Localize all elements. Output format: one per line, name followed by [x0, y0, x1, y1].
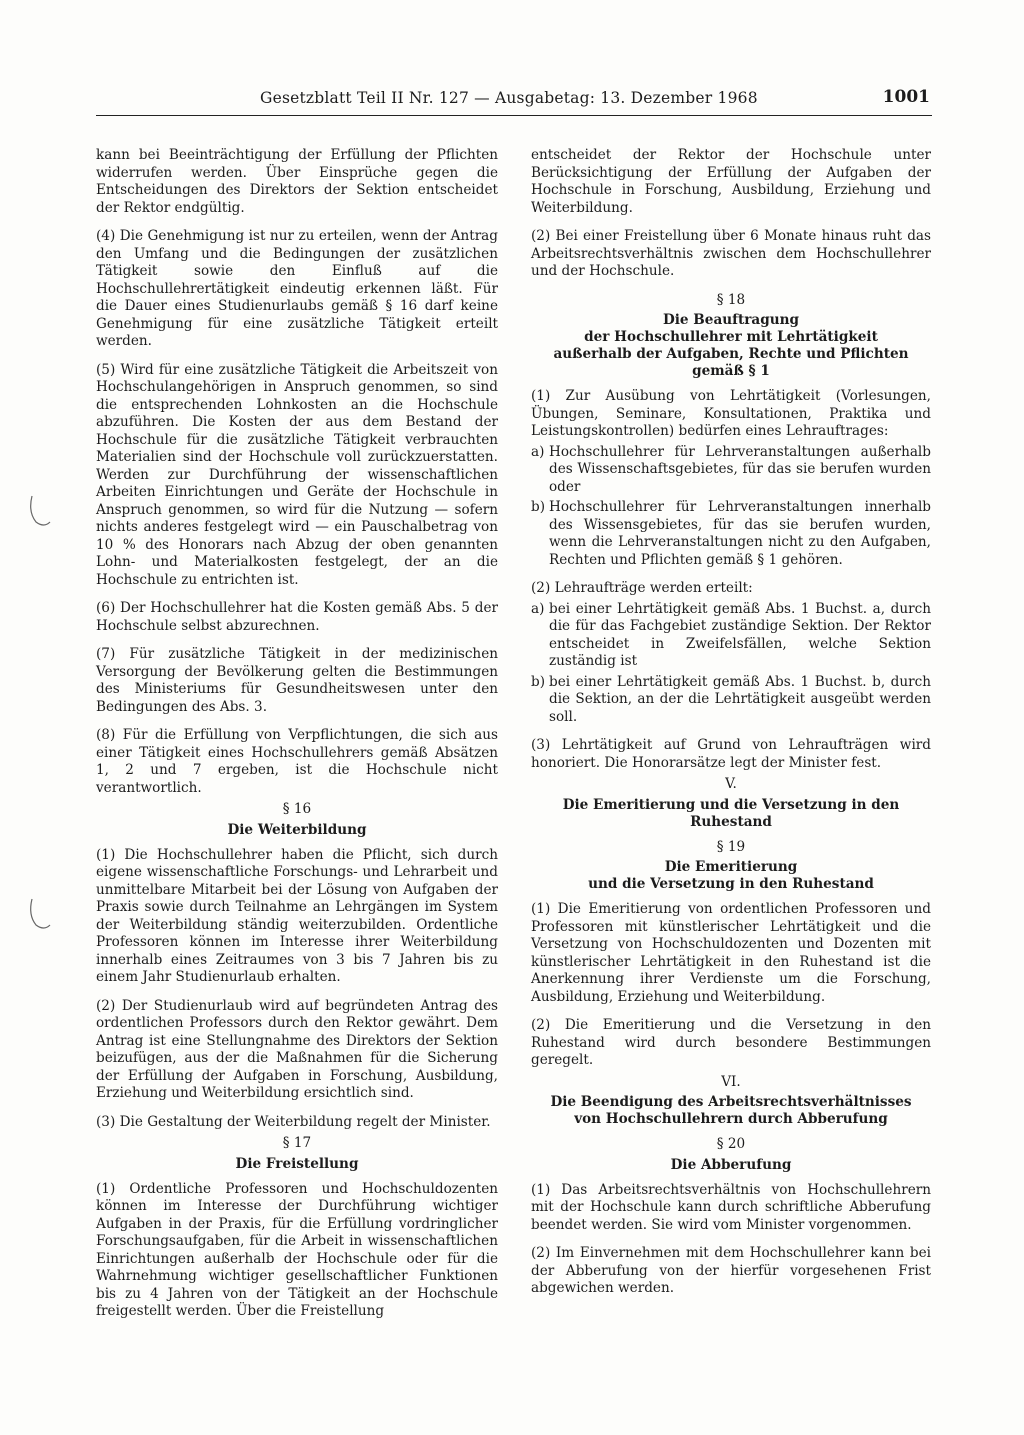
- paragraph: (1) Zur Ausübung von Lehrtätigkeit (Vorlesungen, Übungen, Seminare, Konsultationen, Praktika und Leistungskontrollen) bedürfen eines Lehrauftrages:: [531, 388, 931, 439]
- paragraph: (3) Die Gestaltung der Weiterbildung regelt der Minister.: [96, 1113, 491, 1130]
- paragraph: (1) Die Hochschullehrer haben die Pflicht, sich durch eigene wissenschaftliche Forschungs- und Lehrarbeit und unmittelbare Mitarbeit bei der Lösung von Aufgaben der Praxis sowie durch Teilnahme an Lehrgängen im System der Weiterbildung ständig weiterzubilden. Ordentliche Professoren können im Interesse ihrer Weiterbildung innerhalb eines Zeitraumes von 3 bis 7 Jahren bis zu einem Jahr Studienurlaub erhalten.: [96, 846, 498, 985]
- paragraph: (5) Wird für eine zusätzliche Tätigkeit die Arbeitszeit von Hochschulangehörigen in Anspruch genommen, so sind die entsprechenden Lohnkosten an die Hochschule abzuführen. Die Kosten der aus dem Bestand der Hochschule für die zusätzliche Tätigkeit verbrauchten Materialien sind der Hochschule voll zurückzuerstatten. Werden zur Durchführung der wissenschaftlichen Arbeiten Einrichtungen und Geräte der Hochschule in Anspruch genommen, so wird für die Nutzung — sofern nichts anderes festgelegt wird — ein Pauschalbetrag von 10 % des Honorars nach Abzug der oben genannten Lohn- und Materialkosten festgelegt, der an die Hochschule zu entrichten ist.: [96, 361, 498, 588]
- list-text: bei einer Lehrtätigkeit gemäß Abs. 1 Buchst. a, durch die für das Fachgebiet zuständige Sektion. Der Rektor entscheidet in Zweifelsfällen, welche Sektion zuständig ist: [549, 600, 931, 669]
- section-title-line: der Hochschullehrer mit Lehrtätigkeit: [584, 329, 878, 345]
- section-title: [531, 859, 931, 893]
- part-title-line: von Hochschullehrern durch Abberufung: [574, 1111, 888, 1127]
- paragraph: (2) Im Einvernehmen mit dem Hochschullehrer kann bei der Abberufung von der hierfür vorgesehenen Frist abgewichen werden.: [531, 1245, 931, 1296]
- part-title: Die Emeritierung und die Versetzung in den Ruhestand: [562, 796, 900, 830]
- part-number: V.: [725, 776, 737, 792]
- section-title: Die Freistellung: [235, 1155, 359, 1172]
- list-item: [531, 601, 931, 671]
- section-number: § 16: [282, 801, 312, 817]
- section-title-line: und die Versetzung in den Ruhestand: [588, 876, 874, 892]
- section-title-line: gemäß § 1: [692, 363, 770, 379]
- paragraph: (2) Der Studienurlaub wird auf begründeten Antrag des ordentlichen Professors durch den Rektor gewährt. Dem Antrag ist eine Stellungnahme des Direktors der Sektion beizufügen, aus der die Maßnahmen für die Sicherung der Erfüllung der Aufgaben in Forschung, Ausbildung, Erziehung und Weiterbildung ersichtlich sind.: [96, 997, 498, 1101]
- section-number: § 19: [716, 838, 746, 855]
- list-key: b): [531, 499, 546, 515]
- list-key: a): [531, 443, 545, 460]
- paragraph: (8) Für die Erfüllung von Verpflichtungen, die sich aus einer Tätigkeit eines Hochschullehrers gemäß Absätzen 1, 2 und 7 ergeben, ist die Hochschule nicht verantwortlich.: [96, 727, 498, 796]
- list-item: [531, 499, 931, 569]
- section-title: Die Abberufung: [670, 1156, 792, 1173]
- gazette-title: Gesetzblatt Teil II Nr. 127 — Ausgabetag: 13. Dezember 1968: [260, 89, 758, 107]
- page-number: 1001: [882, 87, 930, 107]
- list-text: Hochschullehrer für Lehrveranstaltungen außerhalb des Wissenschaftsgebietes, für das sie berufen wurden oder: [549, 443, 931, 495]
- list-key: a): [531, 600, 545, 617]
- punch-hole-mark: [26, 895, 54, 935]
- section-title-line: Die Beauftragung: [662, 312, 800, 328]
- list-text: Hochschullehrer für Lehrveranstaltungen innerhalb des Wissensgebietes, für das sie berufen wurden, wenn die Lehrveranstaltungen nicht zu den Aufgaben, Rechten und Pflichten gemäß § 1 gehören.: [549, 499, 931, 568]
- part-number: VI.: [721, 1073, 741, 1090]
- paragraph: entscheidet der Rektor der Hochschule unter Berücksichtigung der Erfüllung der Aufgaben der Hochschule in Forschung, Ausbildung, Erziehung und Weiterbildung.: [531, 147, 931, 216]
- paragraph: (1) Das Arbeitsrechtsverhältnis von Hochschullehrern mit der Hochschule kann durch schriftliche Abberufung beendet werden. Sie wird vom Minister vorgenommen.: [531, 1181, 931, 1233]
- section-title-line: Die Emeritierung: [664, 859, 798, 875]
- paragraph: (1) Die Emeritierung von ordentlichen Professoren und Professoren mit künstlerischer Lehrtätigkeit und die Versetzung von Hochschuldozenten und Dozenten mit künstlerischer Lehrtätigkeit in den Ruhestand ist die Anerkennung ihrer Verdienste um die Forschung, Ausbildung, Erziehung und Weiterbildung.: [531, 901, 931, 1005]
- paragraph: (2) Bei einer Freistellung über 6 Monate hinaus ruht das Arbeitsrechtsverhältnis zwischen dem Hochschullehrer und der Hochschule.: [531, 228, 931, 279]
- section-title-line: außerhalb der Aufgaben, Rechte und Pflichten: [553, 346, 909, 362]
- punch-hole-mark: [26, 492, 54, 532]
- page-header: [96, 89, 932, 116]
- part-title-line: Die Beendigung des Arbeitsrechtsverhältnisses: [550, 1094, 912, 1110]
- list-item: [531, 674, 931, 727]
- paragraph: (1) Ordentliche Professoren und Hochschuldozenten können im Interesse der Durchführung wichtiger Aufgaben in der Praxis, für die Erfüllung vordringlicher Forschungsaufgaben, für die Arbeit in wissenschaftlichen Einrichtungen außerhalb der Hochschule oder für die Wahrnehmung wichtiger gesellschaftlicher Funktionen bis zu 4 Jahren von der Tätigkeit an der Hochschule freigestellt werden. Über die Freistellung: [96, 1180, 498, 1319]
- paragraph: (2) Die Emeritierung und die Versetzung in den Ruhestand wird durch besondere Bestimmungen geregelt.: [531, 1017, 931, 1068]
- paragraph: (7) Für zusätzliche Tätigkeit in der medizinischen Versorgung der Bevölkerung gelten die Bestimmungen des Ministeriums für Gesundheitswesen unter den Bedingungen des Abs. 3.: [96, 646, 498, 715]
- paragraph: (2) Lehraufträge werden erteilt:: [531, 580, 753, 596]
- section-title: [531, 312, 931, 380]
- list-item: [531, 444, 931, 497]
- list-text: bei einer Lehrtätigkeit gemäß Abs. 1 Buchst. b, durch die Sektion, an der die Lehrtätigkeit ausgeübt werden soll.: [549, 673, 931, 725]
- right-column: [531, 147, 931, 1309]
- paragraph: (3) Lehrtätigkeit auf Grund von Lehraufträgen wird honoriert. Die Honorarsätze legt der Minister fest.: [531, 737, 931, 771]
- left-column: [96, 147, 498, 1332]
- paragraph: (6) Der Hochschullehrer hat die Kosten gemäß Abs. 5 der Hochschule selbst abzurechnen.: [96, 600, 498, 634]
- paragraph: kann bei Beeinträchtigung der Erfüllung der Pflichten widerrufen werden. Über Einsprüche gegen die Entscheidungen des Direktors der Sektion entscheidet der Rektor endgültig.: [96, 147, 498, 216]
- part-title: [531, 1094, 931, 1128]
- section-number: § 18: [716, 291, 746, 308]
- section-title: Die Weiterbildung: [227, 821, 367, 838]
- section-number: § 17: [282, 1135, 312, 1151]
- list-key: b): [531, 673, 546, 690]
- paragraph: (4) Die Genehmigung ist nur zu erteilen, wenn der Antrag den Umfang und die Bedingungen der zusätzlichen Tätigkeit sowie den Einfluß auf die Hochschullehrertätigkeit eindeutig erkennen läßt. Für die Dauer eines Studienurlaubs gemäß § 16 darf keine Genehmigung für eine zusätzliche Tätigkeit erteilt werden.: [96, 228, 498, 349]
- section-number: § 20: [716, 1136, 746, 1152]
